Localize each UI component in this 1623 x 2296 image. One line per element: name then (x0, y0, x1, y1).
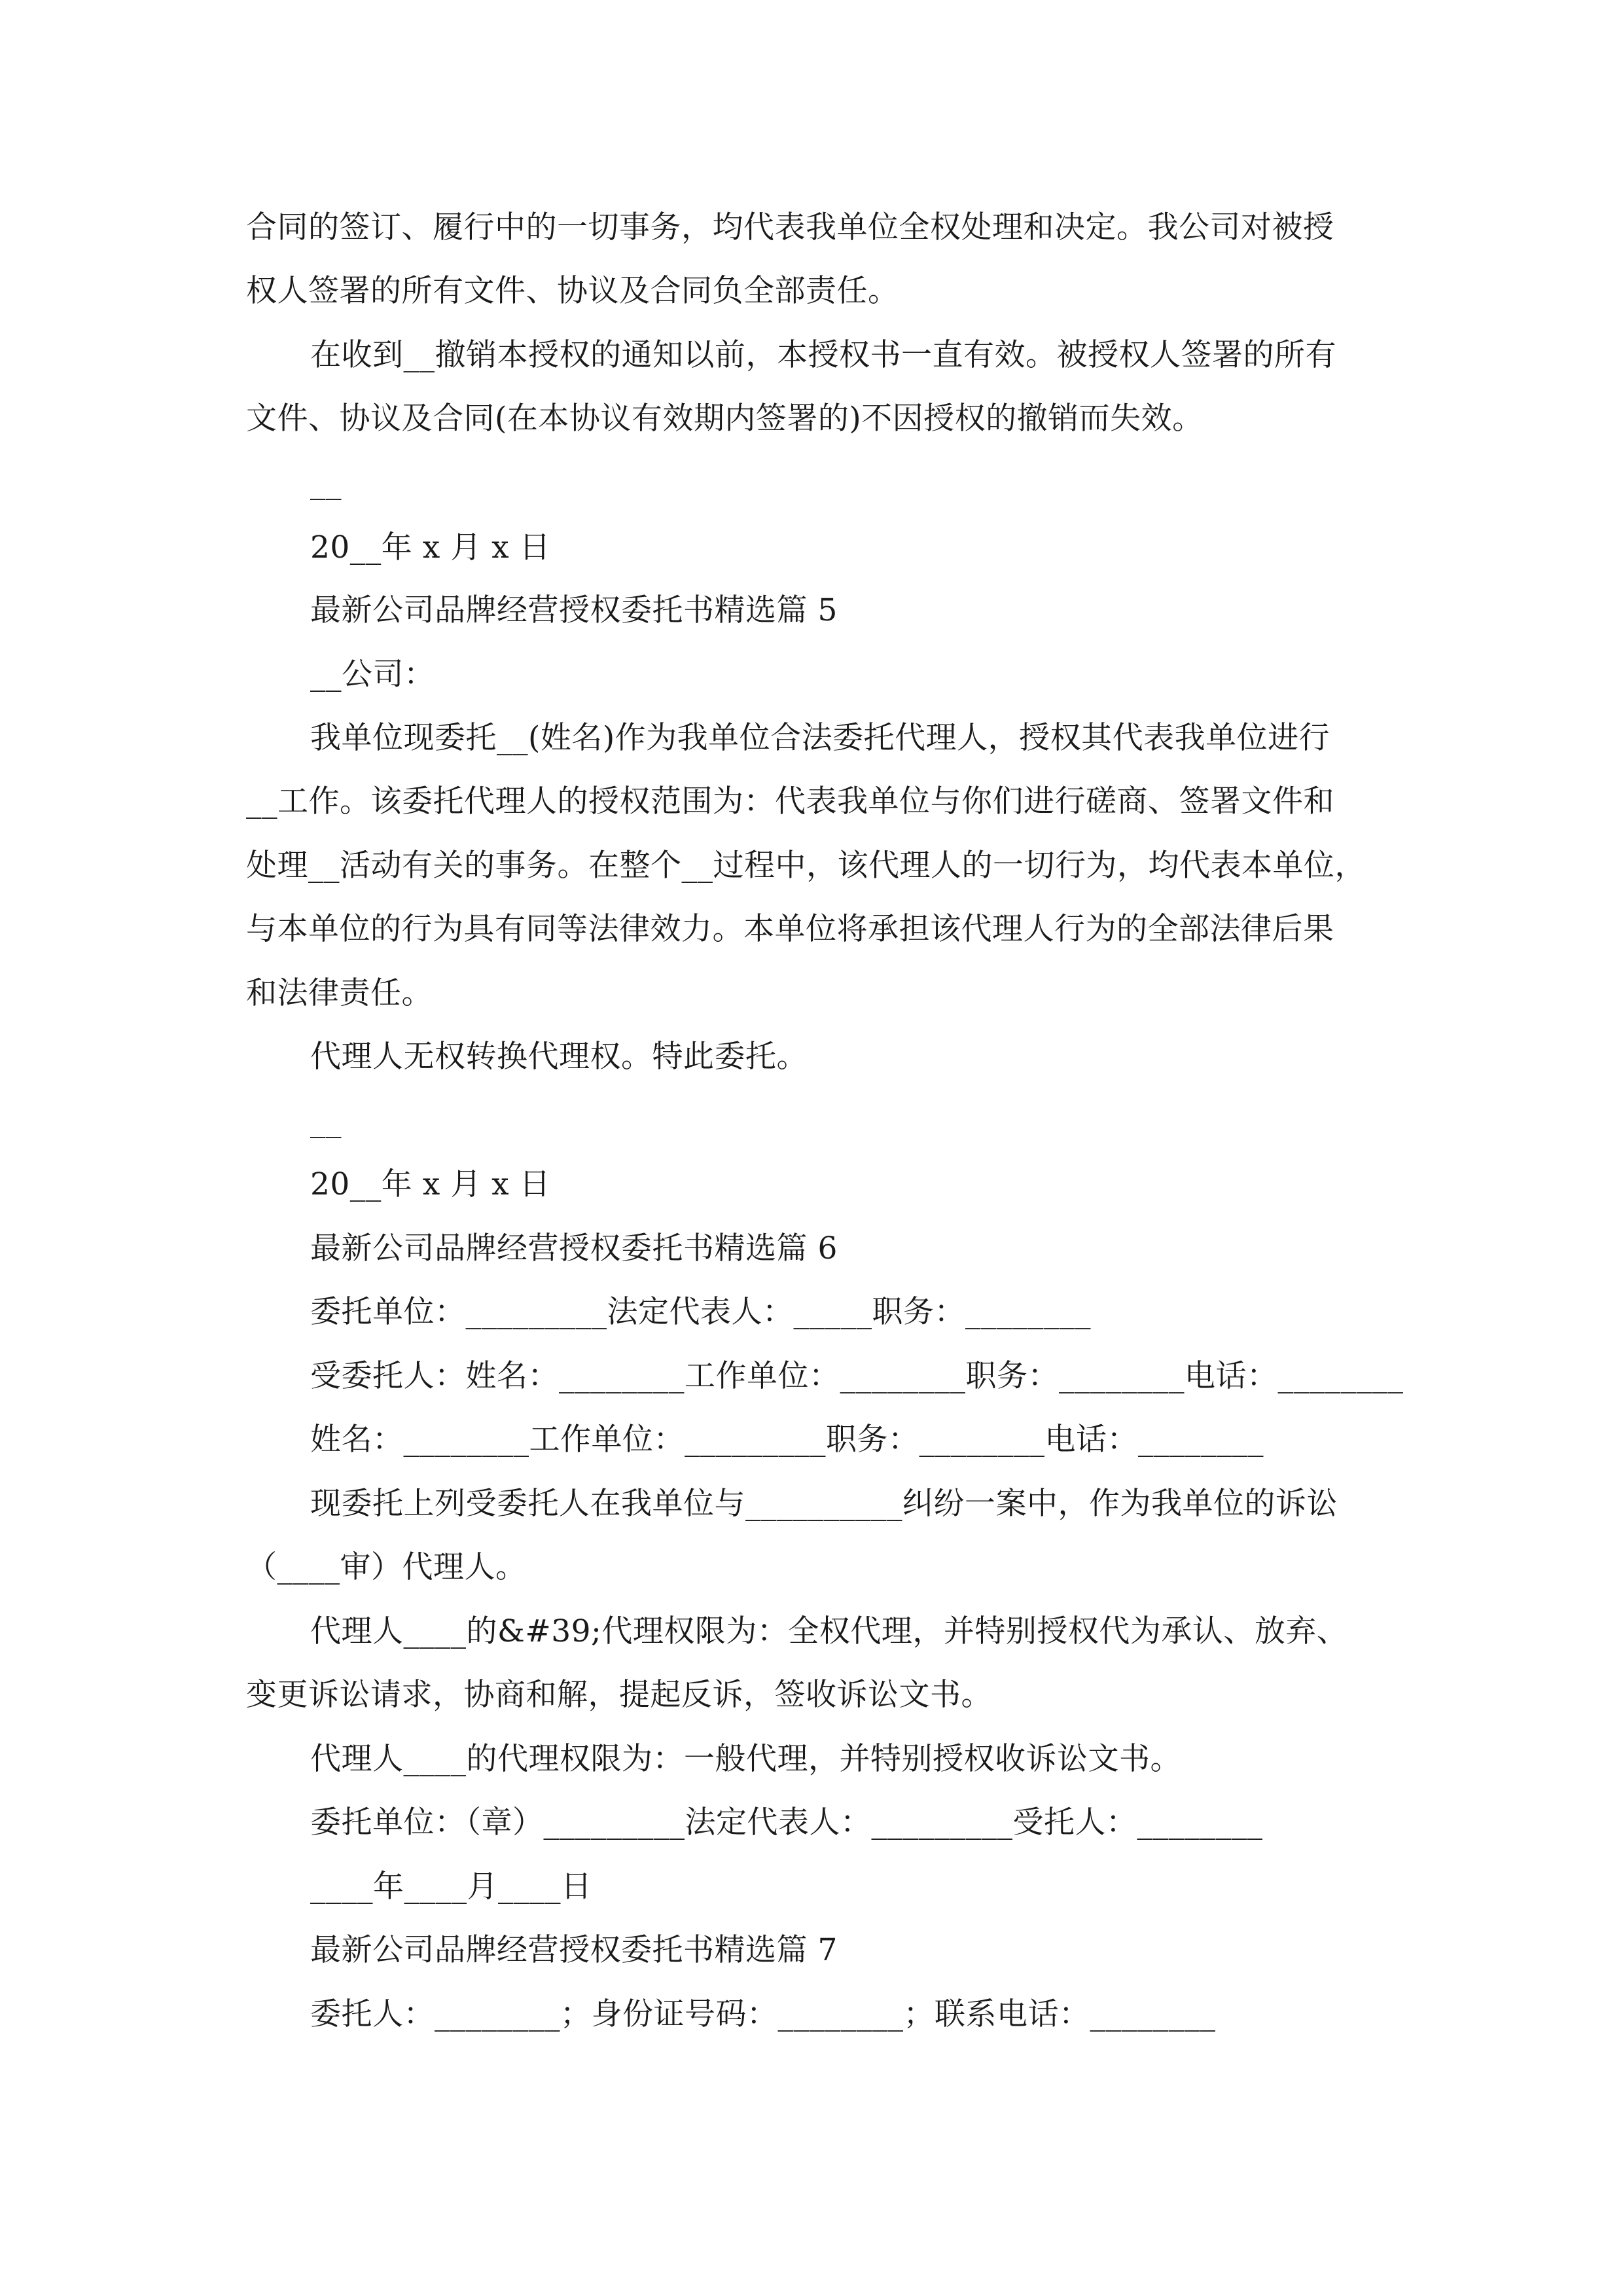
paragraph-line: 处理__活动有关的事务。在整个__过程中，该代理人的一切行为，均代表本单位， (246, 848, 1366, 884)
form-field-line: 委托单位：_________法定代表人：_____职务：________ (310, 1294, 1091, 1330)
date-line: ____年____月____日 (310, 1869, 592, 1905)
paragraph-line: 变更诉讼请求，协商和解，提起反诉，签收诉讼文书。 (246, 1677, 992, 1713)
paragraph-line: 现委托上列受委托人在我单位与__________纠纷一案中，作为我单位的诉讼 (310, 1486, 1338, 1522)
signature-blank: __ (310, 1103, 342, 1139)
form-field-line: 受委托人：姓名：________工作单位：________职务：________电话：________ (310, 1358, 1404, 1394)
addressee-line: __公司： (310, 656, 435, 692)
paragraph-line: 合同的签订、履行中的一切事务，均代表我单位全权处理和决定。我公司对被授 (246, 209, 1334, 245)
paragraph-line: __工作。该委托代理人的授权范围为：代表我单位与你们进行磋商、签署文件和 (246, 783, 1334, 819)
paragraph-line: 权人签署的所有文件、协议及合同负全部责任。 (246, 273, 899, 309)
date-line: 20__年 x 月 x 日 (310, 1166, 551, 1202)
paragraph-line: 代理人____的&#39;代理权限为：全权代理，并特别授权代为承认、放弃、 (310, 1613, 1348, 1649)
section-title: 最新公司品牌经营授权委托书精选篇 6 (310, 1230, 838, 1266)
paragraph-line: 我单位现委托__(姓名)作为我单位合法委托代理人，授权其代表我单位进行 (310, 720, 1330, 756)
paragraph-line: 在收到__撤销本授权的通知以前，本授权书一直有效。被授权人签署的所有 (310, 337, 1336, 373)
paragraph-line: 与本单位的行为具有同等法律效力。本单位将承担该代理人行为的全部法律后果 (246, 911, 1334, 947)
section-title: 最新公司品牌经营授权委托书精选篇 5 (310, 592, 838, 628)
paragraph-line: 代理人无权转换代理权。特此委托。 (310, 1039, 808, 1075)
form-field-line: 委托人：________；身份证号码：________；联系电话：________ (310, 1996, 1216, 2032)
paragraph-line: （____审）代理人。 (246, 1549, 527, 1585)
paragraph-line: 文件、协议及合同(在本协议有效期内签署的)不因授权的撤销而失效。 (246, 401, 1204, 437)
paragraph-line: 代理人____的代理权限为：一般代理，并特别授权收诉讼文书。 (310, 1741, 1181, 1777)
section-title: 最新公司品牌经营授权委托书精选篇 7 (310, 1932, 838, 1968)
form-field-line: 委托单位：（章）_________法定代表人：_________受托人：________ (310, 1804, 1263, 1840)
form-field-line: 姓名：________工作单位：_________职务：________电话：________ (310, 1422, 1264, 1458)
paragraph-line: 和法律责任。 (246, 975, 433, 1011)
date-line: 20__年 x 月 x 日 (310, 529, 551, 565)
signature-blank: __ (310, 465, 342, 501)
